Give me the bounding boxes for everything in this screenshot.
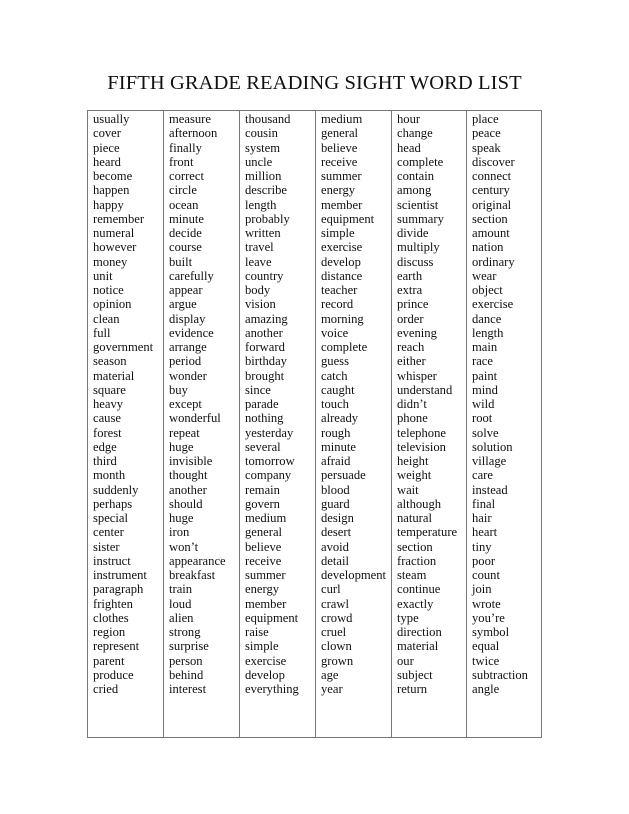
sight-word: exercise (245, 653, 287, 668)
sight-word: general (321, 126, 359, 141)
sight-word: solve (472, 425, 499, 440)
sight-word: object (472, 283, 503, 297)
sight-word: grown (321, 653, 354, 668)
sight-word: frighten (93, 596, 133, 611)
sight-word: understand (397, 382, 453, 397)
sight-word: member (321, 197, 363, 212)
sight-word: wait (397, 482, 419, 497)
sight-word: length (472, 325, 504, 340)
sight-word: decide (169, 226, 202, 240)
sight-word: speak (472, 140, 501, 155)
sight-word: travel (245, 240, 274, 255)
sight-word: blood (321, 482, 350, 497)
sight-word: heavy (93, 397, 124, 411)
sight-word: return (397, 682, 428, 696)
sight-word: section (472, 211, 508, 226)
sight-word: equal (472, 639, 500, 654)
sight-word: temperature (397, 525, 458, 540)
sight-word: among (397, 183, 432, 198)
sight-word: fraction (397, 553, 437, 568)
sight-word: place (472, 112, 499, 126)
sight-word: solution (472, 439, 513, 454)
sight-word: sister (93, 539, 120, 554)
sight-word: train (169, 582, 193, 597)
sight-word: loud (169, 596, 192, 611)
sight-word: energy (321, 183, 356, 198)
sight-word: alien (169, 610, 194, 625)
sight-word: record (321, 297, 354, 312)
sight-word: heard (93, 154, 121, 169)
sight-word: afternoon (169, 126, 218, 141)
sight-word: instruct (93, 553, 131, 568)
sight-word: appear (169, 283, 203, 297)
sight-word: million (245, 169, 282, 183)
sight-word: main (472, 340, 498, 354)
sight-word: evening (397, 325, 437, 340)
sight-word: produce (93, 667, 134, 682)
sight-word: reach (397, 340, 425, 354)
sight-word: heart (472, 525, 498, 540)
sight-word: year (321, 682, 343, 696)
sight-word: desert (321, 525, 352, 540)
sight-word: exercise (472, 297, 514, 312)
sight-word: buy (169, 382, 188, 397)
sight-word: television (397, 439, 446, 454)
sight-word: either (397, 354, 426, 369)
sight-word: yesterday (245, 425, 294, 440)
sight-word: circle (169, 183, 197, 198)
sight-word: scientist (397, 197, 439, 212)
word-column-6 (467, 111, 543, 737)
sight-word: wrote (472, 596, 501, 611)
sight-word: development (321, 568, 387, 582)
sight-word: piece (93, 140, 120, 155)
sight-word: telephone (397, 425, 446, 440)
sight-word: guess (321, 354, 349, 369)
sight-word: notice (93, 283, 124, 297)
sight-word: develop (245, 667, 285, 682)
sight-word: exercise (321, 240, 363, 255)
sight-word: earth (397, 268, 423, 283)
sight-word: forward (245, 340, 285, 354)
sight-word: except (169, 397, 202, 411)
sight-word: exactly (397, 596, 434, 611)
sight-word: peace (472, 126, 501, 141)
sight-word: subject (397, 667, 433, 682)
sight-word: describe (245, 183, 287, 198)
sight-word: company (245, 468, 292, 483)
sight-word: medium (245, 511, 287, 525)
sight-word: afraid (321, 454, 351, 468)
sight-word: general (245, 525, 283, 540)
sight-word: another (169, 482, 207, 497)
sight-word: surprise (169, 639, 209, 654)
sight-word: paragraph (93, 582, 144, 597)
sight-word: breakfast (169, 568, 216, 582)
sight-word: design (321, 511, 354, 525)
sight-word: whisper (397, 368, 437, 383)
sight-word: correct (169, 169, 204, 183)
sight-word: unit (93, 268, 113, 283)
sight-word: mind (472, 382, 498, 397)
sight-word: nothing (245, 411, 284, 426)
sight-word: uncle (245, 154, 273, 169)
sight-word: thousand (245, 112, 291, 126)
sight-word: complete (321, 340, 368, 354)
sight-word: clean (93, 311, 120, 326)
sight-word: prince (397, 297, 429, 312)
sight-word: cover (93, 126, 121, 141)
sight-word: race (472, 354, 493, 369)
sight-word: guard (321, 496, 350, 511)
sight-word: happy (93, 197, 124, 212)
sight-word: strong (169, 625, 201, 639)
sight-word: person (169, 653, 203, 668)
sight-word: amount (472, 226, 510, 240)
sight-word: become (93, 169, 133, 183)
sight-word: period (169, 354, 202, 369)
sight-word: phone (397, 411, 428, 426)
sight-word: touch (321, 397, 349, 411)
sight-word: govern (245, 496, 280, 511)
sight-word: instrument (93, 568, 147, 582)
sight-word: should (169, 496, 203, 511)
sight-word: cousin (245, 126, 278, 141)
sight-word: catch (321, 368, 348, 383)
sight-word: forest (93, 425, 122, 440)
sight-word: probably (245, 211, 290, 226)
sight-word: believe (245, 539, 282, 554)
sight-word: curl (321, 582, 341, 597)
sight-word-table (87, 110, 542, 738)
sight-word: member (245, 596, 287, 611)
sight-word: height (397, 454, 429, 468)
sight-word: raise (245, 625, 269, 639)
sight-word: believe (321, 140, 358, 155)
sight-word: symbol (472, 625, 510, 639)
sight-word: steam (397, 568, 427, 582)
sight-word: system (245, 140, 280, 155)
sight-word: built (169, 254, 193, 269)
sight-word: season (93, 354, 127, 369)
sight-word: extra (397, 283, 423, 297)
sight-word: receive (245, 553, 282, 568)
sight-word: instead (472, 482, 508, 497)
sight-word: complete (397, 154, 444, 169)
sight-word: dance (472, 311, 502, 326)
sight-word: wonderful (169, 411, 221, 426)
sight-word: finally (169, 140, 202, 155)
sight-word: you’re (472, 610, 505, 625)
sight-word: our (397, 653, 414, 668)
sight-word: money (93, 254, 128, 269)
sight-word: course (169, 240, 202, 255)
sight-word: leave (245, 254, 272, 269)
sight-word: ocean (169, 197, 199, 212)
sight-word: detail (321, 553, 349, 568)
sight-word: third (93, 454, 117, 468)
sight-word: wear (472, 268, 497, 283)
sight-word: however (93, 240, 137, 255)
sight-word: country (245, 268, 284, 283)
sight-word: poor (472, 553, 496, 568)
sight-word: wonder (169, 368, 207, 383)
sight-word: connect (472, 169, 512, 183)
sight-word: crawl (321, 596, 349, 611)
sight-word: root (472, 411, 493, 426)
sight-word: join (472, 582, 492, 597)
sight-word: amazing (245, 311, 288, 326)
word-column-2 (164, 111, 240, 737)
sight-word: persuade (321, 468, 366, 483)
sight-word: usually (93, 112, 130, 126)
sight-word: suddenly (93, 482, 139, 497)
sight-word: interest (169, 682, 207, 696)
sight-word: paint (472, 368, 498, 383)
sight-word: equipment (321, 211, 375, 226)
word-column-3 (240, 111, 316, 737)
sight-word: everything (245, 682, 299, 696)
sight-word: equipment (245, 610, 299, 625)
sight-word: parent (93, 653, 125, 668)
sight-word: clothes (93, 610, 129, 625)
sight-word: hair (472, 511, 492, 525)
sight-word: minute (321, 439, 356, 454)
sight-word: represent (93, 639, 140, 654)
sight-word: square (93, 382, 126, 397)
sight-word: discover (472, 154, 515, 169)
sight-word: count (472, 568, 500, 582)
sight-word: carefully (169, 268, 214, 283)
sight-word: full (93, 325, 111, 340)
sight-word: written (245, 226, 281, 240)
sight-word: village (472, 454, 507, 468)
sight-word: contain (397, 169, 435, 183)
sight-word: since (245, 382, 271, 397)
sight-word: multiply (397, 240, 440, 255)
word-column-4 (316, 111, 392, 737)
sight-word: continue (397, 582, 441, 597)
sight-word: material (397, 639, 439, 654)
sight-word: although (397, 496, 442, 511)
sight-word: perhaps (93, 496, 133, 511)
sight-word: arrange (169, 340, 207, 354)
sight-word: simple (321, 226, 355, 240)
sight-word: tiny (472, 539, 492, 554)
sight-word: appearance (169, 553, 226, 568)
sight-word: caught (321, 382, 355, 397)
sight-word: measure (169, 112, 211, 126)
sight-word: government (93, 340, 154, 354)
sight-word: direction (397, 625, 442, 639)
sight-word: display (169, 311, 206, 326)
sight-word: wild (472, 397, 495, 411)
sight-word: already (321, 411, 359, 426)
sight-word: edge (93, 439, 117, 454)
sight-word: original (472, 197, 512, 212)
sight-word: vision (245, 297, 276, 312)
sight-word: several (245, 439, 281, 454)
sight-word: cause (93, 411, 121, 426)
sight-word: discuss (397, 254, 434, 269)
sight-word: material (93, 368, 135, 383)
sight-word: opinion (93, 297, 132, 312)
sight-word: subtraction (472, 667, 528, 682)
sight-word: another (245, 325, 283, 340)
sight-word: special (93, 511, 128, 525)
sight-word: numeral (93, 226, 135, 240)
sight-word: summer (321, 169, 362, 183)
word-column-5 (392, 111, 467, 737)
sight-word: age (321, 667, 339, 682)
sight-word: voice (321, 325, 349, 340)
word-column-1 (88, 111, 164, 737)
sight-word: receive (321, 154, 358, 169)
sight-word: weight (397, 468, 432, 483)
sight-word: summer (245, 568, 286, 582)
sight-word: type (397, 610, 419, 625)
sight-word: rough (321, 425, 351, 440)
sight-word: length (245, 197, 277, 212)
sight-word: cruel (321, 625, 347, 639)
sight-word: section (397, 539, 433, 554)
sight-word: happen (93, 183, 130, 198)
sight-word: argue (169, 297, 197, 312)
sight-word: teacher (321, 283, 358, 297)
sight-word: angle (472, 682, 500, 696)
sight-word: evidence (169, 325, 214, 340)
sight-word: order (397, 311, 424, 326)
sight-word: behind (169, 667, 204, 682)
sight-word: month (93, 468, 126, 483)
sight-word: change (397, 126, 433, 141)
sight-word: didn’t (397, 397, 427, 411)
sight-word: divide (397, 226, 429, 240)
sight-word: avoid (321, 539, 349, 554)
sight-word: summary (397, 211, 444, 226)
sight-word: minute (169, 211, 204, 226)
sight-word: huge (169, 439, 194, 454)
sight-word: morning (321, 311, 364, 326)
sight-word: birthday (245, 354, 287, 369)
sight-word: tomorrow (245, 454, 295, 468)
sight-word: brought (245, 368, 285, 383)
sight-word: century (472, 183, 510, 198)
sight-word: iron (169, 525, 190, 540)
sight-word: nation (472, 240, 504, 255)
sight-word: crowd (321, 610, 353, 625)
sight-word: simple (245, 639, 279, 654)
sight-word: invisible (169, 454, 213, 468)
sight-word: parade (245, 397, 279, 411)
sight-word: ordinary (472, 254, 515, 269)
sight-word: energy (245, 582, 280, 597)
sight-word: natural (397, 511, 432, 525)
sight-word: cried (93, 682, 119, 696)
sight-word: thought (169, 468, 208, 483)
sight-word: distance (321, 268, 363, 283)
sight-word: twice (472, 653, 500, 668)
sight-word: hour (397, 112, 421, 126)
sight-word: huge (169, 511, 194, 525)
sight-word: center (93, 525, 124, 540)
sight-word: head (397, 140, 421, 155)
sight-word: remain (245, 482, 280, 497)
sight-word: care (472, 468, 493, 483)
sight-word: final (472, 496, 496, 511)
sight-word: won’t (169, 539, 199, 554)
sight-word: medium (321, 112, 363, 126)
sight-word: body (245, 283, 271, 297)
sight-word: remember (93, 211, 145, 226)
sight-word: front (169, 154, 194, 169)
sight-word: clown (321, 639, 352, 654)
sight-word: region (93, 625, 126, 639)
page-title: FIFTH GRADE READING SIGHT WORD LIST (107, 72, 522, 94)
sight-word: repeat (169, 425, 200, 440)
sight-word: develop (321, 254, 361, 269)
